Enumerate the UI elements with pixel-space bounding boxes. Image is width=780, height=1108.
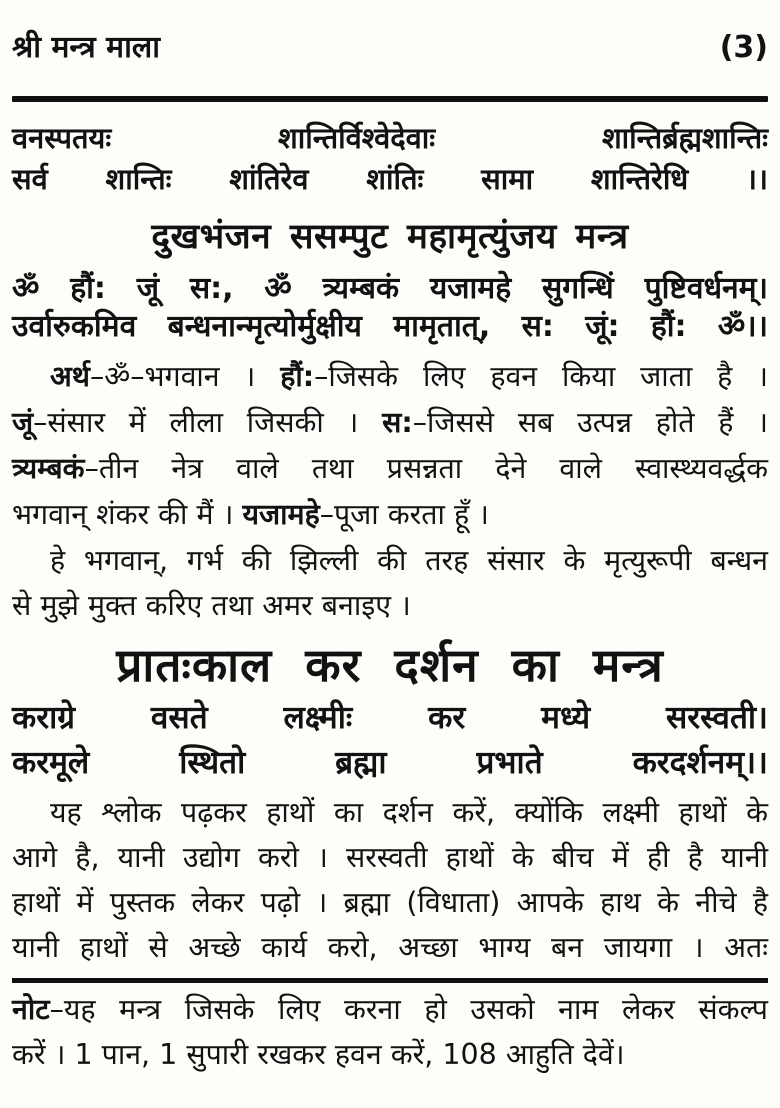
mantra-line-1: ॐ हौं: जूं स:, ॐ त्र्यम्बकं यजामहे सुगन्धिं पुष्टिवर्धनम्।	[12, 271, 768, 306]
meaning-line-2-text-b: –जिससे सब उत्पन्न होते हैं ।	[412, 406, 768, 439]
meaning-line-1-text-a: –ॐ–भगवान ।	[90, 360, 281, 393]
page-number: (3)	[719, 30, 768, 65]
shloka-line-1: कराग्रे वसते लक्ष्मीः कर मध्ये सरस्वती।	[12, 700, 768, 736]
term-yajamahe: यजामहे	[242, 498, 320, 531]
kar-darshan-para-line-3: हाथों में पुस्तक लेकर पढ़ो । ब्रह्मा (विधाता) आपके हाथ के नीचे है	[12, 886, 768, 919]
shanti-line-1: वनस्पतयः शान्तिर्विश्वेदेवाः शान्तिर्ब्रह्मशान्तिः	[12, 121, 768, 155]
meaning-line-1-text-b: –जिसके लिए हवन किया जाता है ।	[314, 360, 768, 393]
meaning-line-4-text-a: भगवान् शंकर की मैं ।	[12, 498, 243, 531]
note-label: नोट	[12, 993, 50, 1026]
book-title: श्री मन्त्र माला	[12, 30, 160, 65]
footnote-line-1-text: –यह मन्त्र जिसके लिए करना हो उसको नाम लेकर संकल्प	[49, 993, 768, 1026]
kar-darshan-para-line-4: यानी हाथों से अच्छे कार्य करो, अच्छा भाग्य बन जायगा । अतः	[12, 931, 768, 964]
meaning-line-3	[12, 446, 768, 492]
meaning-line-4-text-b: –पूजा करता हूँ ।	[319, 498, 489, 531]
footnote-rule	[12, 978, 768, 983]
shloka-line-2: करमूले स्थितो ब्रह्मा प्रभाते करदर्शनम्।।	[12, 745, 768, 781]
prayer-paragraph	[12, 538, 768, 628]
term-jum: जूं	[12, 406, 34, 439]
prayer-line-2: से मुझे मुक्त करिए तथा अमर बनाइए ।	[12, 589, 411, 622]
footnote-line-1	[12, 987, 768, 1032]
kar-darshan-para-line-1: यह श्लोक पढ़कर हाथों का दर्शन करें, क्योंकि लक्ष्मी हाथों के	[50, 796, 768, 829]
header-rule	[12, 96, 768, 102]
kar-darshan-paragraph	[12, 790, 768, 970]
kar-darshan-para-line-2: आगे है, यानी उद्योग करो । सरस्वती हाथों के बीच में ही है यानी	[12, 841, 768, 874]
mrityunjaya-mantra	[12, 270, 768, 346]
term-tryambakam: त्र्यम्बकं	[12, 452, 85, 485]
prayer-line-1: हे भगवान्, गर्भ की झिल्ली की तरह संसार के मृत्युरूपी बन्धन	[50, 544, 768, 577]
kar-darshan-heading: प्रातःकाल कर दर्शन का मन्त्र	[116, 638, 664, 692]
meaning-line-2-text-a: –संसार में लीला जिसकी ।	[33, 406, 383, 439]
footnote-line-2: करें । 1 पान, 1 सुपारी रखकर हवन करें, 108 आहुति देवें।	[12, 1038, 625, 1071]
mrityunjaya-heading: दुखभंजन ससम्पुट महामृत्युंजय मन्त्र	[151, 217, 629, 257]
term-sah: स:	[382, 406, 413, 439]
meaning-line-4	[12, 492, 768, 538]
page-header	[12, 26, 768, 70]
shanti-line-2: सर्व शान्तिः शांतिरेव शांतिः सामा शान्तिरेधि ।।	[12, 162, 768, 196]
meaning-line-2	[12, 400, 768, 446]
kar-darshan-shloka	[12, 696, 768, 786]
meaning-line-1	[12, 354, 768, 400]
term-artha: अर्थ	[50, 360, 90, 393]
shanti-shloka	[12, 118, 768, 200]
term-haum: हौं:	[280, 360, 315, 393]
footnote	[12, 987, 768, 1077]
mantra-meaning-paragraph	[12, 354, 768, 538]
mantra-line-2: उर्वारुकमिव बन्धनान्मृत्योर्मुक्षीय मामृतात्, स: जूं: हौं: ॐ।।	[12, 309, 768, 344]
meaning-line-3-text: –तीन नेत्र वाले तथा प्रसन्नता देने वाले स्वास्थ्यवर्द्धक	[84, 452, 768, 485]
